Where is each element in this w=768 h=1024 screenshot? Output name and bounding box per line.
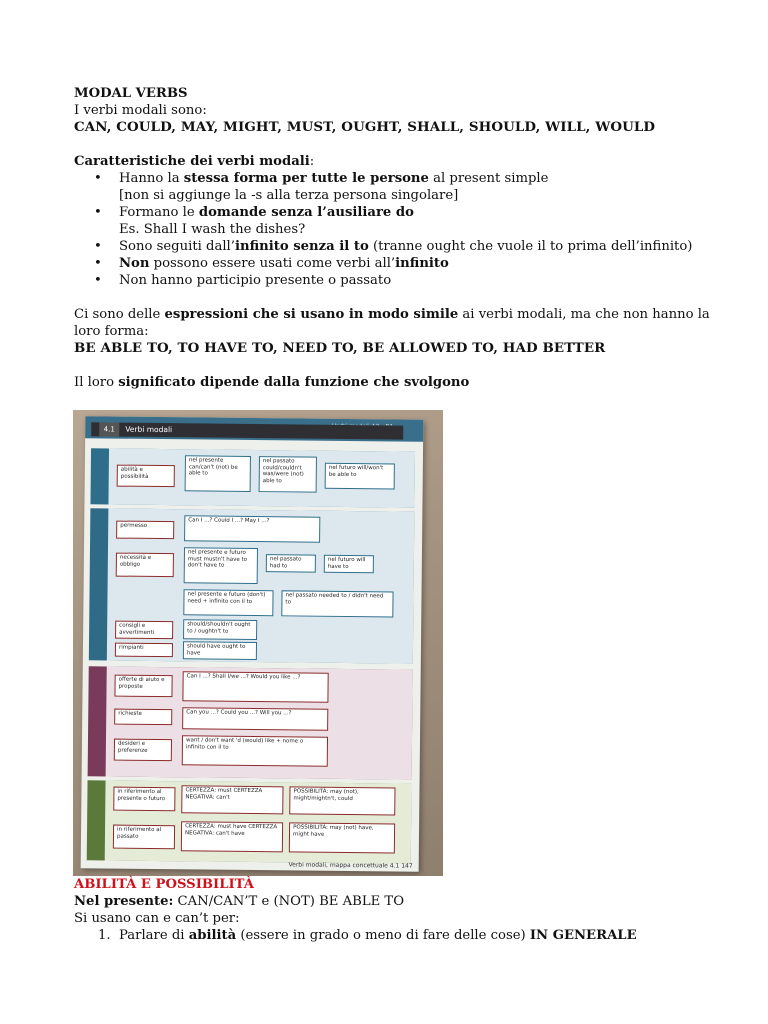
expressions-list: BE ABLE TO, TO HAVE TO, NEED TO, BE ALLOWED TO, HAD BETTER: [74, 340, 606, 356]
textbook-photo: [73, 410, 443, 876]
book-unit-title: Verbi modali: [125, 424, 173, 435]
box-richieste-text: Can you ...? Could you ...? Will you ...?: [182, 707, 328, 731]
page-title: MODAL VERBS: [74, 86, 188, 101]
list-item: • Non possono essere usati come verbi all’infinito: [74, 255, 714, 272]
box-possib-pres: POSSIBILITÀ: may (not), might/mightn't, could: [289, 786, 395, 815]
box-necessita: necessità e obbligo: [116, 553, 174, 578]
box-permesso: permesso: [116, 521, 174, 540]
box-consigli-text: should/shouldn't ought to / oughtn't to: [183, 619, 257, 640]
box-passato-had: nel passato had to: [266, 554, 316, 573]
box-richieste: richieste: [114, 709, 172, 726]
meaning-paragraph: Il loro significato dipende dalla funzione che svolgono: [74, 375, 470, 390]
box-offerte-text: Can I ...? Shall I/we ...? Would you like ...?: [182, 671, 328, 703]
box-rif-presente: in riferimento al presente o futuro: [113, 787, 175, 812]
section-ability: [90, 448, 415, 507]
box-rif-passato: in riferimento al passato: [113, 825, 175, 850]
box-futuro-will: nel futuro will have to: [324, 555, 374, 574]
uses-list: [74, 927, 714, 944]
modal-verbs-list: CAN, COULD, MAY, MIGHT, MUST, OUGHT, SHALL, SHOULD, WILL, WOULD: [74, 119, 656, 135]
characteristics-list: [74, 170, 714, 289]
characteristics-heading: Caratteristiche dei verbi modali:: [74, 154, 315, 169]
list-item: • Sono seguiti dall’infinito senza il to (tranne ought che vuole il to prima dell’infinito): [74, 238, 714, 255]
box-rimpianti-text: should have ought to have: [183, 641, 257, 660]
list-item: • Formano le domande senza l’ausiliare do Es. Shall I wash the dishes?: [74, 204, 714, 238]
box-nel-passato: nel passato could/couldn't was/were (not) able to: [259, 456, 317, 493]
uses-intro: Si usano can e can’t per:: [74, 911, 240, 926]
book-unit-tag: 4.1: [99, 422, 119, 436]
box-possib-pass: POSSIBILITÀ: may (not) have, might have: [289, 822, 395, 853]
list-item: 1. Parlare di abilità (essere in grado o meno di fare delle cose) IN GENERALE: [98, 928, 637, 943]
list-item: • Non hanno participio presente o passato: [74, 272, 714, 289]
box-consigli: consigli e avvertimenti: [115, 621, 173, 640]
box-rimpianti: rimpianti: [115, 643, 173, 658]
box-necessita-text: nel presente e futuro must mustn't have to don't have to: [184, 547, 258, 584]
section-offers: [88, 666, 413, 779]
document-body-bottom: [74, 876, 714, 944]
box-certezza-pass: CERTEZZA: must have CERTEZZA NEGATIVA: can't have: [181, 821, 283, 852]
box-nel-presente: nel presente can/can't (not) be able to: [185, 455, 251, 492]
expressions-paragraph: Ci sono delle espressioni che si usano in modo simile ai verbi modali, ma che non hanno la loro forma:: [74, 307, 710, 339]
box-desideri: desideri e preferenze: [114, 739, 172, 762]
box-nel-futuro: nel futuro will/won't be able to: [325, 463, 395, 490]
box-need-pres: nel presente e futuro (don't) need + infinito con il to: [183, 589, 273, 616]
textbook-page: [81, 416, 424, 872]
box-permesso-text: Can I ...? Could I ...? May I ...?: [184, 515, 320, 542]
book-footer: Verbi modali, mappa concettuale 4.1 147: [288, 861, 413, 870]
section-deduction: [87, 780, 412, 863]
box-need-pass: nel passato needed to / didn't need to: [281, 590, 393, 617]
box-desideri-text: want / don't want 'd (would) like + nome o infinito con il to: [182, 735, 328, 767]
document-body-top: [74, 85, 714, 391]
box-certezza-pres: CERTEZZA: must CERTEZZA NEGATIVA: can't: [181, 785, 283, 814]
section-ability-title: ABILITÀ E POSSIBILITÀ: [74, 877, 254, 892]
section-permission: [89, 508, 415, 663]
box-abilita: abilità e possibilità: [117, 465, 175, 488]
box-offerte: offerte di aiuto e proposte: [114, 675, 172, 698]
present-forms-line: Nel presente: CAN/CAN’T e (NOT) BE ABLE TO: [74, 894, 405, 909]
intro-line: I verbi modali sono:: [74, 103, 207, 118]
list-item: • Hanno la stessa forma per tutte le persone al present simple [non si aggiunge la -s alla terza persona singolare]: [74, 170, 714, 204]
